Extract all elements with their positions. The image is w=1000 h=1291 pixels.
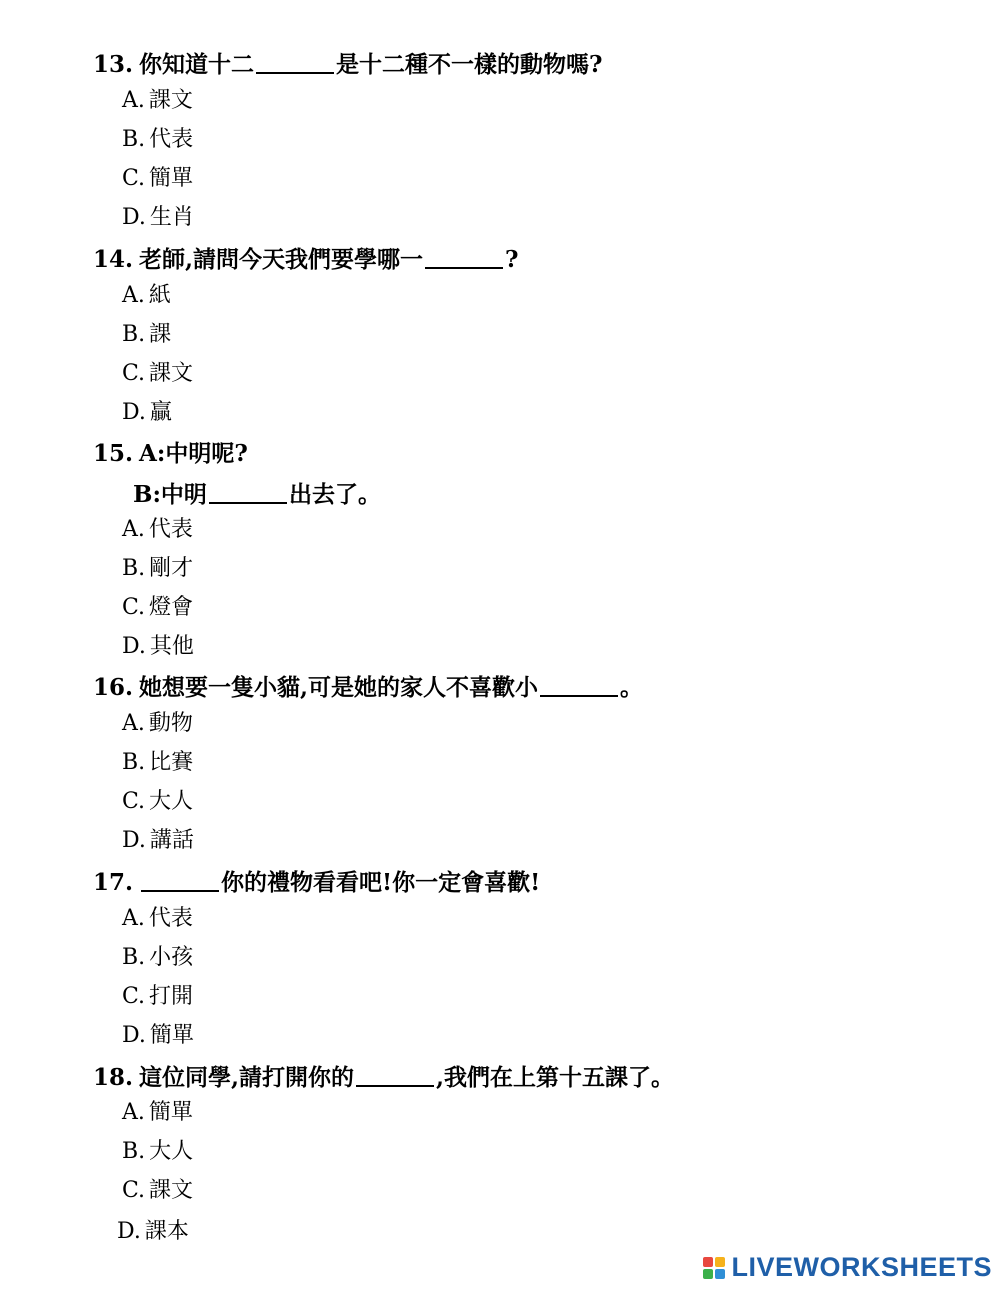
option-letter: D.: [122, 828, 146, 853]
question-18: [93, 1065, 674, 1089]
answer-blank[interactable]: [540, 675, 618, 697]
option-18-d[interactable]: [117, 1221, 189, 1243]
logo-blocks-icon: [703, 1257, 725, 1279]
question-text-pre: 這位同學,請打開你的: [139, 1064, 355, 1091]
option-letter: D.: [122, 634, 146, 659]
question-text-post: 是十二種不一樣的動物嗎?: [336, 51, 603, 78]
question-number: 15.: [93, 440, 134, 467]
answer-blank[interactable]: [209, 482, 287, 504]
option-16-d[interactable]: [122, 830, 194, 852]
option-text: 簡單: [148, 1100, 193, 1125]
option-17-d[interactable]: [122, 1025, 194, 1047]
option-text: 大人: [149, 1139, 194, 1164]
option-17-b[interactable]: [122, 947, 193, 969]
option-18-a[interactable]: [122, 1102, 193, 1124]
option-15-a[interactable]: [122, 519, 193, 541]
option-text: 課文: [149, 361, 194, 386]
option-letter: C.: [122, 789, 146, 814]
question-number: 16.: [93, 674, 134, 701]
question-text-post: ,我們在上第十五課了。: [436, 1064, 675, 1091]
option-13-b[interactable]: [122, 129, 193, 151]
question-number: 17.: [93, 869, 134, 896]
logo-block: [715, 1257, 725, 1267]
option-17-a[interactable]: [122, 908, 193, 930]
option-letter: C.: [122, 361, 146, 386]
option-letter: C.: [122, 595, 146, 620]
question-number: 18.: [93, 1064, 134, 1091]
option-letter: A.: [122, 283, 145, 308]
option-16-b[interactable]: [122, 752, 193, 774]
logo-block: [703, 1257, 713, 1267]
option-text: 代表: [148, 906, 193, 931]
option-14-a[interactable]: [122, 285, 171, 307]
question-number: 14.: [93, 246, 134, 273]
option-text: 小孩: [149, 945, 194, 970]
option-18-c[interactable]: [122, 1180, 193, 1202]
option-letter: B.: [122, 750, 146, 775]
option-letter: B.: [122, 945, 146, 970]
question-text-post: 你的禮物看看吧!你一定會喜歡!: [221, 869, 541, 896]
question-text-pre: 她想要一隻小貓,可是她的家人不喜歡小: [139, 674, 539, 701]
brand-name: LIVEWORKSHEETS: [731, 1252, 992, 1282]
option-letter: D.: [117, 1219, 141, 1244]
option-text: 課本: [144, 1219, 189, 1244]
option-text: 生肖: [149, 205, 194, 230]
liveworksheets-logo: [703, 1252, 992, 1283]
question-text-pre: 你知道十二: [139, 51, 255, 78]
option-15-c[interactable]: [122, 597, 193, 619]
question-text-pre: A:中明呢?: [139, 440, 248, 467]
question-13: [93, 52, 603, 76]
question-14: [93, 247, 519, 271]
question-text-post: 。: [620, 674, 644, 701]
question-16: [93, 675, 643, 699]
option-14-d[interactable]: [122, 402, 172, 424]
answer-blank[interactable]: [425, 247, 503, 269]
option-13-d[interactable]: [122, 207, 194, 229]
option-text: 講話: [149, 828, 194, 853]
option-letter: D.: [122, 205, 146, 230]
option-text: 代表: [148, 517, 193, 542]
option-text: 紙: [148, 283, 171, 308]
option-letter: A.: [122, 517, 145, 542]
question-15-b-line: [133, 482, 381, 506]
logo-block: [703, 1269, 713, 1279]
answer-blank[interactable]: [256, 52, 334, 74]
option-text: 大人: [149, 789, 194, 814]
question-15: [93, 442, 248, 465]
option-letter: A.: [122, 711, 145, 736]
option-15-d[interactable]: [122, 636, 194, 658]
logo-block: [715, 1269, 725, 1279]
option-text: 剛才: [149, 556, 194, 581]
option-text: 比賽: [149, 750, 194, 775]
option-text: 代表: [149, 127, 194, 152]
option-15-b[interactable]: [122, 558, 193, 580]
option-letter: B.: [122, 1139, 146, 1164]
question-number: 13.: [93, 51, 134, 78]
question-17: [93, 870, 540, 894]
option-18-b[interactable]: [122, 1141, 193, 1163]
option-text: 簡單: [149, 166, 194, 191]
option-text: 課文: [149, 1178, 194, 1203]
option-text: 打開: [149, 984, 194, 1009]
option-text: 動物: [148, 711, 193, 736]
answer-blank[interactable]: [356, 1065, 434, 1087]
option-13-c[interactable]: [122, 168, 193, 190]
option-14-c[interactable]: [122, 363, 193, 385]
option-16-c[interactable]: [122, 791, 193, 813]
option-text: 課文: [148, 88, 193, 113]
option-14-b[interactable]: [122, 324, 171, 346]
option-text: 其他: [149, 634, 194, 659]
option-letter: A.: [122, 1100, 145, 1125]
option-16-a[interactable]: [122, 713, 193, 735]
option-text: 簡單: [149, 1023, 194, 1048]
option-letter: D.: [122, 1023, 146, 1048]
option-letter: B.: [122, 127, 146, 152]
option-letter: A.: [122, 88, 145, 113]
option-text: 燈會: [149, 595, 194, 620]
option-17-c[interactable]: [122, 986, 193, 1008]
dialogue-b-post: 出去了。: [288, 481, 381, 508]
answer-blank[interactable]: [141, 870, 219, 892]
option-text: 課: [149, 322, 172, 347]
option-letter: C.: [122, 166, 146, 191]
option-letter: C.: [122, 1178, 146, 1203]
option-letter: D.: [122, 400, 146, 425]
option-letter: C.: [122, 984, 146, 1009]
dialogue-b-pre: B:中明: [133, 481, 207, 508]
option-letter: A.: [122, 906, 145, 931]
option-text: 贏: [149, 400, 172, 425]
option-letter: B.: [122, 556, 146, 581]
question-text-pre: 老師,請問今天我們要學哪一: [139, 246, 424, 273]
question-text-post: ?: [505, 246, 519, 273]
option-13-a[interactable]: [122, 90, 193, 112]
option-letter: B.: [122, 322, 146, 347]
